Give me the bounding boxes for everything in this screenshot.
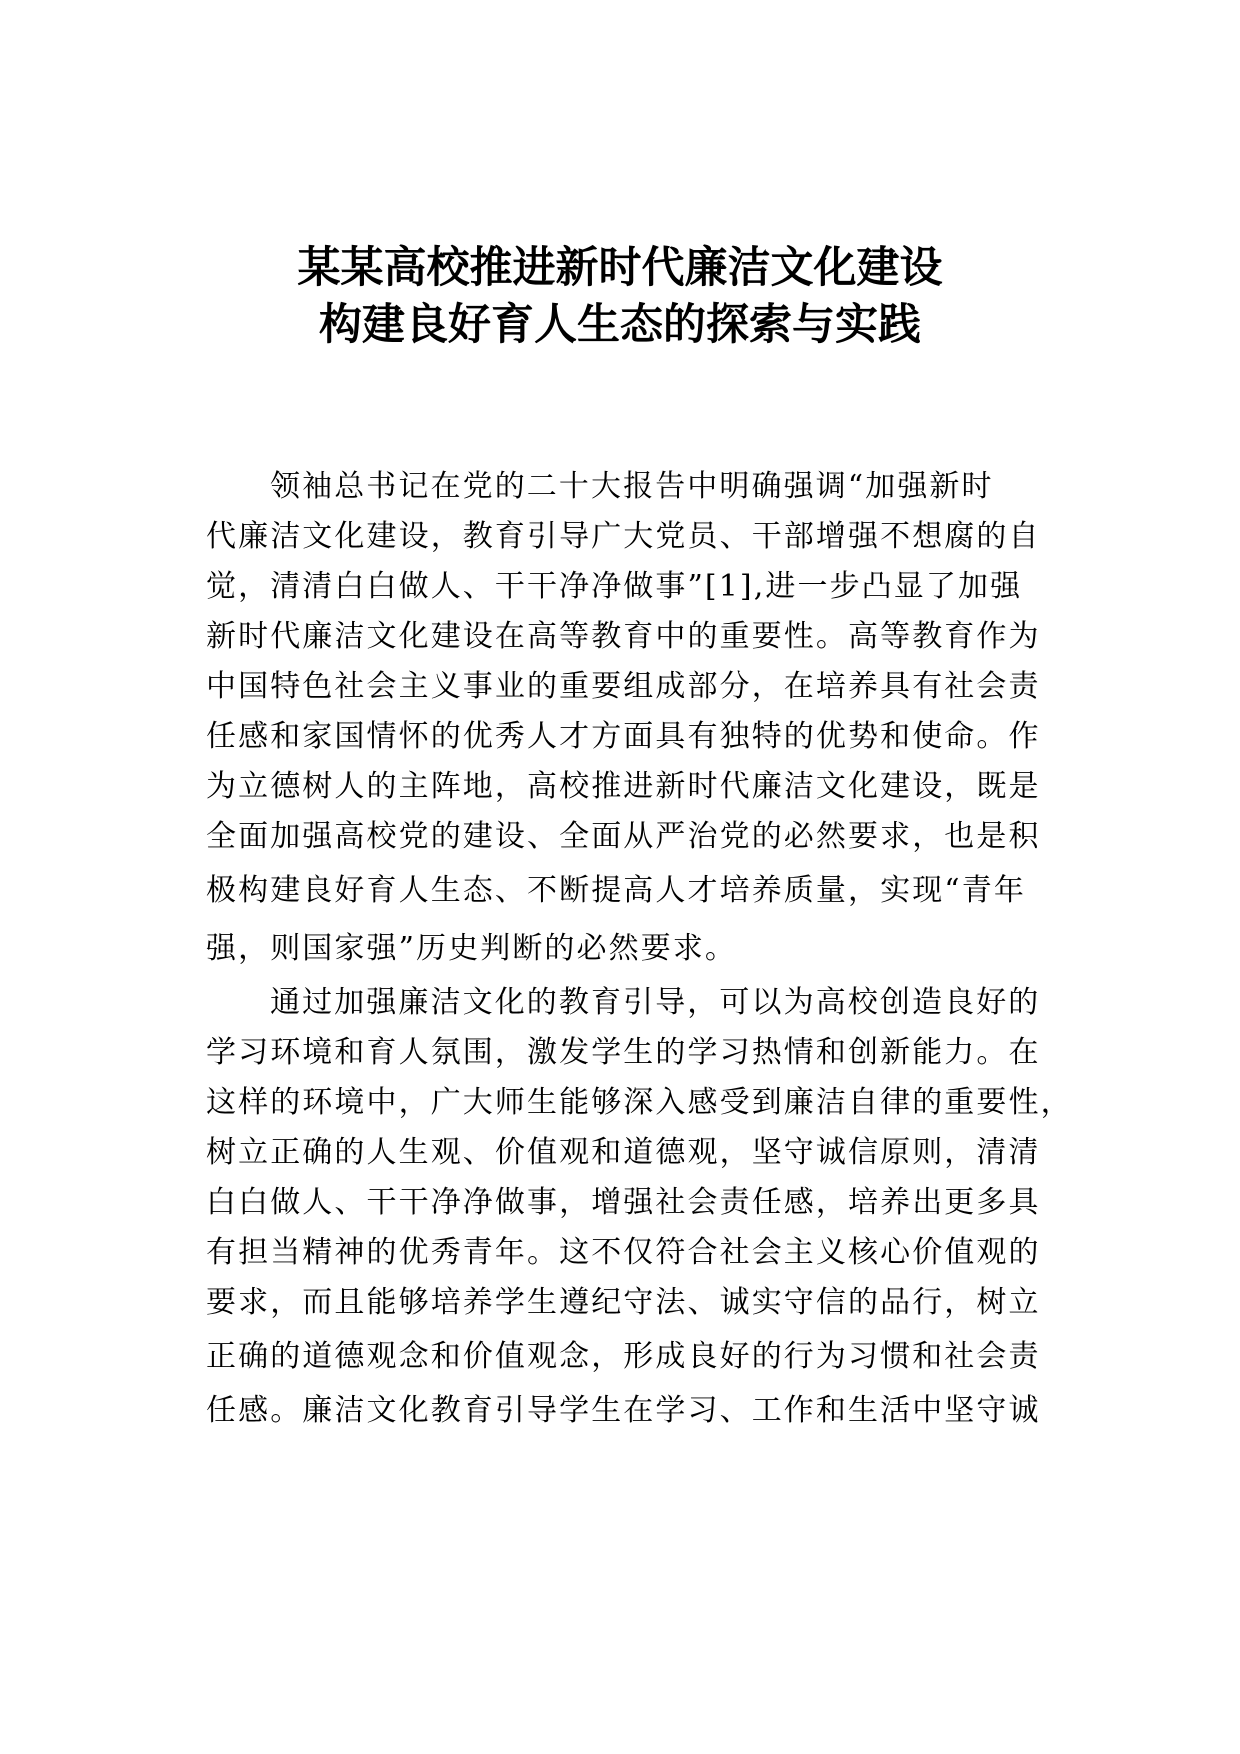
text-line: 觉，清清白白做人、干干净净做事”[1],进一步凸显了加强 bbox=[206, 569, 1023, 604]
text-line: 树立正确的人生观、价值观和道德观，坚守诚信原则，清清 bbox=[206, 1135, 1041, 1170]
text-line: 正确的道德观念和价值观念，形成良好的行为习惯和社会责 bbox=[206, 1339, 1041, 1374]
text-line: 强，则国家强”历史判断的必然要求。 bbox=[206, 931, 738, 966]
text-line: 新时代廉洁文化建设在高等教育中的重要性。高等教育作为 bbox=[206, 619, 1041, 654]
text-line: 领袖总书记在党的二十大报告中明确强调“加强新时 bbox=[270, 469, 994, 504]
text-line: 任感和家国情怀的优秀人才方面具有独特的优势和使命。作 bbox=[206, 719, 1041, 754]
text-line: 代廉洁文化建设，教育引导广大党员、干部增强不想腐的自 bbox=[206, 519, 1041, 554]
text-line: 全面加强高校党的建设、全面从严治党的必然要求，也是积 bbox=[206, 819, 1041, 854]
document-body bbox=[206, 462, 1076, 1436]
text-line: 学习环境和育人氛围，激发学生的学习热情和创新能力。在 bbox=[206, 1035, 1041, 1070]
paragraph-1 bbox=[206, 462, 1076, 978]
text-line: 任感。廉洁文化教育引导学生在学习、工作和生活中坚守诚 bbox=[206, 1393, 1041, 1428]
text-line: 要求，而且能够培养学生遵纪守法、诚实守信的品行，树立 bbox=[206, 1285, 1041, 1320]
text-line: 有担当精神的优秀青年。这不仅符合社会主义核心价值观的 bbox=[206, 1235, 1041, 1270]
document-title bbox=[0, 240, 1240, 354]
text-line: 极构建良好育人生态、不断提高人才培养质量，实现“青年 bbox=[206, 873, 1026, 908]
title-line-2: 构建良好育人生态的探索与实践 bbox=[319, 300, 921, 350]
title-line-1: 某某高校推进新时代廉洁文化建设 bbox=[297, 243, 943, 293]
text-line: 为立德树人的主阵地，高校推进新时代廉洁文化建设，既是 bbox=[206, 769, 1041, 804]
text-line: 这样的环境中，广大师生能够深入感受到廉洁自律的重要性， bbox=[206, 1085, 1073, 1120]
text-line: 中国特色社会主义事业的重要组成部分，在培养具有社会责 bbox=[206, 669, 1041, 704]
paragraph-2 bbox=[206, 978, 1076, 1436]
text-line: 通过加强廉洁文化的教育引导，可以为高校创造良好的 bbox=[270, 985, 1041, 1020]
text-line: 白白做人、干干净净做事，增强社会责任感，培养出更多具 bbox=[206, 1185, 1041, 1220]
